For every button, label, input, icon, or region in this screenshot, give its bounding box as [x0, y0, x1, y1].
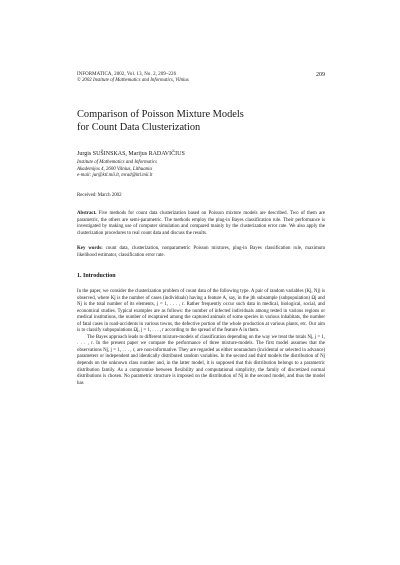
- affiliation: [77, 160, 157, 180]
- paper-title: [77, 108, 325, 134]
- keywords: [77, 246, 325, 259]
- title-line-1: Comparison of Poisson Mixture Models: [77, 109, 244, 120]
- body-paragraph-1: In the paper, we consider the clusterization problem of count data of the following type. A pair of random variables (Kj, Nj) is observed, where Kj is the number of cases (individuals) having a feature A, say, in the jth subsample (subpopulation) Ωj and Nj is the total number of its elements, j = 1, . . . , r. Rather frequently occur such data in medical, biological, social, and economical studies. Typical examples are as follows: the number of infected individuals among tested in various regions or medical institutions, the number of recaptured among the captured animals of some species in various inhabitats, the number of fatal cases in road-accidents in various towns, the defective portion of the whole production at various plants, etc. Our aim is to classify subpopulations Ωj, j = 1, . . . , r according to the spread of the feature A in them.: [77, 289, 325, 334]
- body-paragraph-2: The Bayes approach leads to different mixture-models of classification depending on the way we treat the totals Nj, j = 1, . . . , r. In the present paper we compare the performance of three mixture-models. The first model assumes that the observations Nj, j = 1, . . . , r, are non-informative. They are regarded as either nonrandom (incidental or selected in advance) parameters or independent and identically distributed random variables. In the second and third models the distribution of Nj depends on the unknown class number and, in the latter model, it is supposed that this distribution belongs to a parametric distribution family. As a compromise between flexibility and computational simplicity, the family of discretized normal distributions is chosen. No parametric structure is imposed on the distribution of Nj in the second model, and thus the model has: [77, 334, 325, 386]
- abstract: [77, 211, 325, 237]
- abstract-label: Abstract.: [77, 211, 97, 216]
- copyright-line: [77, 78, 325, 84]
- affiliation-institute: Institute of Mathematics and Informatics: [77, 160, 157, 165]
- body-text: [77, 289, 325, 387]
- journal-name: INFORMATICA, 2002, Vol. 13, No. 2, 209–226: [77, 72, 177, 77]
- title-line-2: for Count Data Clusterization: [77, 122, 201, 134]
- affiliation-address: Akademijos 4, 2600 Vilnius, Lithuania: [77, 166, 152, 172]
- copyright-notice: © 2002 Institute of Mathematics and Informatics, Vilnius: [77, 78, 189, 84]
- section-heading: 1. Introduction: [77, 273, 116, 279]
- keywords-text: count data, clusterization, nonparametric Poisson mixtures, plug-in Bayes classification rule, maximum likelihood estimator, classification error rate.: [77, 246, 325, 258]
- keywords-label: Key words:: [77, 246, 103, 251]
- affiliation-email: e-mail: jur@ktl.mii.lt, mrad@ktl.mii.lt: [77, 173, 153, 179]
- abstract-text: Five methods for count data clusterization based on Poisson mixture models are described. Two of them are parametric, the others are semi-parametric. The methods employ the plug-in Bayes classification rule. Their performance is investigated by making use of computer simulation and compared mainly by the clusterization error rate. We also apply the clusterization procedures to real count data and discuss the results.: [77, 211, 325, 236]
- page-number: 209: [316, 72, 325, 78]
- received-date: Received: March 2002: [77, 193, 122, 198]
- author-names: Jurgis SUŠINSKAS, Marijus RADAVIČIUS: [77, 151, 185, 157]
- running-header: [77, 72, 325, 85]
